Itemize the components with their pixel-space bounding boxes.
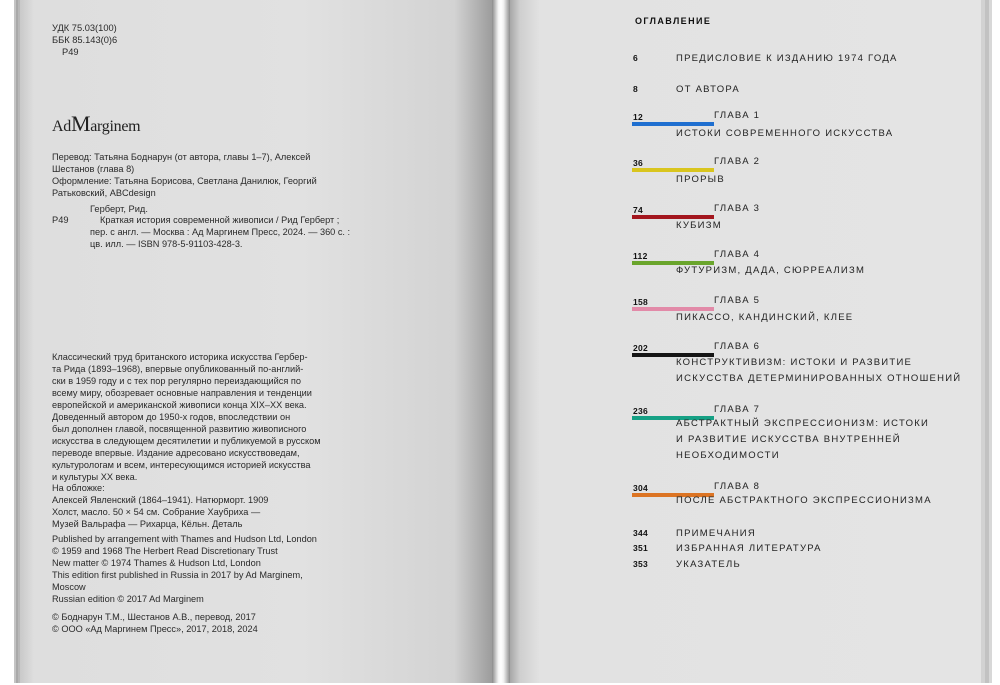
bbk-code: ББК 85.143(0)6 [52,35,118,45]
rights-line: New matter © 1974 Thames & Hudson Ltd, London [52,558,261,568]
cover-line: Алексей Явленский (1864–1941). Натюрморт. 1909 [52,495,269,505]
rights-line: Russian edition © 2017 Ad Marginem [52,594,204,604]
annotation-line: европейской и американской живописи конца XIX–XX века. [52,400,307,410]
toc-chapter-title: ПИКАССО, КАНДИНСКИЙ, КЛЕЕ [676,312,854,323]
bib-author: Герберт, Рид. [90,204,148,214]
annotation-line: и культуры XX века. [52,472,138,482]
author-mark: Р49 [62,47,79,57]
toc-chapter-label: ГЛАВА 6 [714,341,761,352]
copyright-block [52,611,258,635]
toc-page-number: 353 [633,559,649,569]
book-spine-gutter [492,0,510,683]
logo-rest: arginem [90,118,141,135]
rights-line: © 1959 and 1968 The Herbert Read Discretionary Trust [52,546,278,556]
cover-line: Музей Вальрафа — Рихарца, Кёльн. Деталь [52,519,243,529]
toc-chapter-title: ПРОРЫВ [676,174,725,185]
toc-chapter-label: ГЛАВА 5 [714,295,761,306]
cover-info-block [52,482,268,530]
toc-chapter-label: ГЛАВА 2 [714,156,761,167]
toc-page-number: 6 [633,53,639,63]
toc-page-number: 351 [633,543,649,553]
toc-chapter-title: КОНСТРУКТИВИЗМ: ИСТОКИ И РАЗВИТИЕ ИСКУССТВА ДЕТЕРМИНИРОВАННЫХ ОТНОШЕНИЙ [676,357,962,384]
publisher-logo [52,111,140,137]
bib-line: пер. с англ. — Москва : Ад Маргинем Пресс, 2024. — 360 с. : [90,227,351,237]
cover-line: На обложке: [52,483,105,493]
toc-title: ОГЛАВЛЕНИЕ [635,16,712,26]
toc-page-number: 236 [633,406,649,416]
toc-chapter-title: АБСТРАКТНЫЙ ЭКСПРЕССИОНИЗМ: ИСТОКИ И РАЗВИТИЕ ИСКУССТВА ВНУТРЕННЕЙ НЕОБХОДИМОСТИ [676,418,930,461]
toc-entry-title: ИЗБРАННАЯ ЛИТЕРАТУРА [676,543,822,554]
annotation-block [52,351,321,483]
bib-code: Р49 [52,215,69,225]
annotation-line: искусства в следующем десятилетии и публикуемой в русском [52,436,321,446]
credits-line: Перевод: Татьяна Боднарун (от автора, главы 1–7), Алексей [52,152,311,162]
toc-page-number: 8 [633,84,639,94]
toc-chapter-label: ГЛАВА 3 [714,203,761,214]
toc-page-number: 36 [633,158,644,168]
annotation-line: всему миру, обозревает основные направления и тенденции [52,388,312,398]
bib-record [90,214,350,250]
credits-line: Ратьковский, ABCdesign [52,188,156,198]
toc-chapter-title: ПОСЛЕ АБСТРАКТНОГО ЭКСПРЕССИОНИЗМА [676,495,932,506]
copyright-line: © Боднарун Т.М., Шестанов А.В., перевод, 2017 [52,612,256,622]
logo-initial: M [70,111,91,136]
rights-line: This edition first published in Russia in 2017 by Ad Marginem, [52,570,303,580]
toc-page-number: 112 [633,251,648,261]
toc-page-number: 12 [633,112,644,122]
toc-chapter-label: ГЛАВА 1 [714,110,761,121]
annotation-line: Классический труд британского историка искусства Гербер- [52,352,308,362]
credits-line: Оформление: Татьяна Борисова, Светлана Данилюк, Георгий [52,176,317,186]
annotation-line: культурологам и всем, интересующимся историей искусства [52,460,311,470]
annotation-line: переводе впервые. Издание адресовано искусствоведам, [52,448,300,458]
toc-chapter-title: КУБИЗМ [676,220,722,231]
bib-line: цв. илл. — ISBN 978-5-91103-428-3. [90,239,243,249]
toc-chapter-label: ГЛАВА 4 [714,249,761,260]
toc-entry-title: ПРИМЕЧАНИЯ [676,528,756,539]
annotation-line: та Рида (1893–1968), впервые опубликованный по-англий- [52,364,304,374]
toc-chapter-title: ИСТОКИ СОВРЕМЕННОГО ИСКУССТВА [676,128,894,139]
toc-chapter-label: ГЛАВА 7 [714,404,761,415]
logo-prefix: Ad [52,118,71,135]
copyright-line: © ООО «Ад Маргинем Пресс», 2017, 2018, 2024 [52,624,258,634]
credits-line: Шестанов (глава 8) [52,164,135,174]
annotation-line: был дополнен главой, посвященной развитию живописного [52,424,307,434]
cover-line: Холст, масло. 50 × 54 см. Собрание Хаубриха — [52,507,261,517]
toc-entry-title: ПРЕДИСЛОВИЕ К ИЗДАНИЮ 1974 ГОДА [676,53,898,64]
toc-page-number: 304 [633,483,649,493]
toc-entry-title: УКАЗАТЕЛЬ [676,559,741,570]
toc-page-number: 202 [633,343,649,353]
toc-page-number: 158 [633,297,649,307]
toc-entry-title: ОТ АВТОРА [676,84,740,95]
rights-line: Moscow [52,582,86,592]
rights-block [52,533,317,605]
rights-line: Published by arrangement with Thames and Hudson Ltd, London [52,534,317,544]
toc-page-number: 344 [633,528,649,538]
udk-code: УДК 75.03(100) [52,23,117,33]
credits-block [52,151,317,199]
bib-line: Краткая история современной живописи / Рид Герберт ; [100,215,340,225]
annotation-line: Доведенный автором до 1950-х годов, впоследствии он [52,412,291,422]
toc-chapter-label: ГЛАВА 8 [714,481,761,492]
toc-page-number: 74 [633,205,644,215]
toc-chapter-title: ФУТУРИЗМ, ДАДА, СЮРРЕАЛИЗМ [676,265,866,276]
annotation-line: ски в 1959 году и с тех пор регулярно переиздающийся по [52,376,302,386]
